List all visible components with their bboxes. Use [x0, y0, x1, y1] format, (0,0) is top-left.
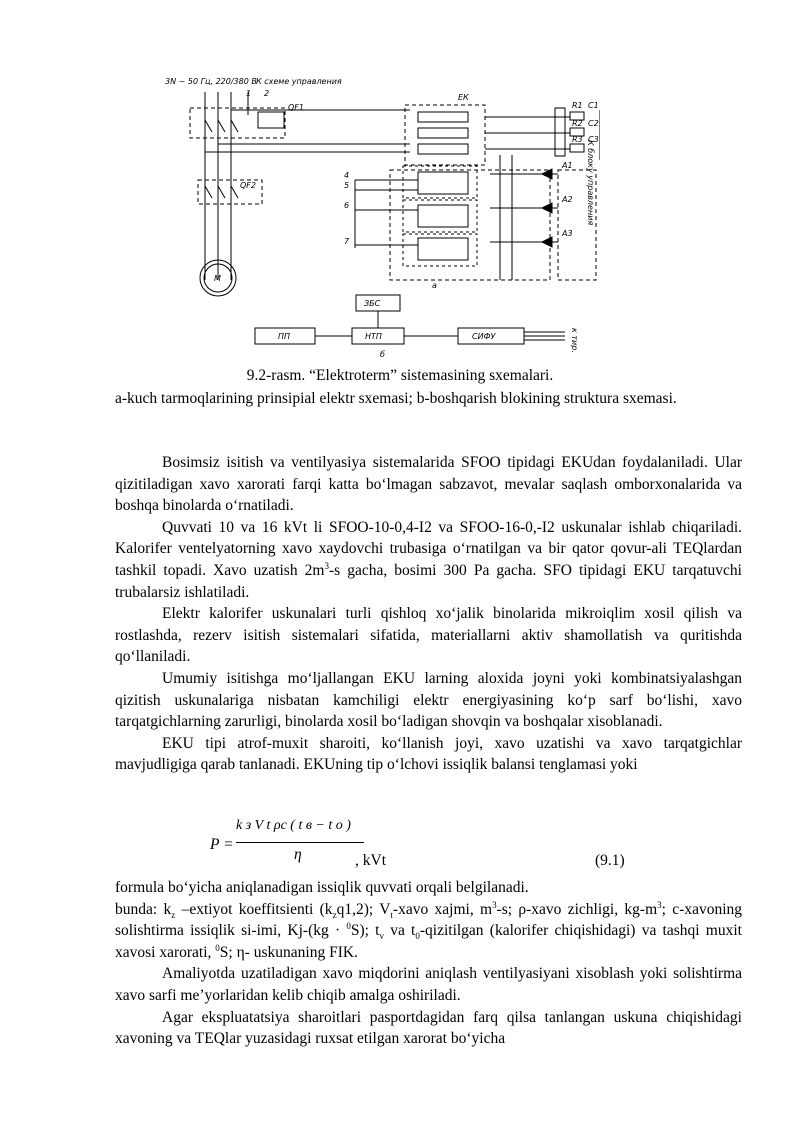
paragraph-2-part-a: Quvvati 10 va 16 kVt li SFOO-10-0,4-I2 va SFOO-16-0,-I2 uskunalar ishlab chiqariladi. Kalorifer ventelyatorning xavo xaydovchi trubasiga o‘rnatilgan va bir qator qovur-ali TEQlardan tashkil topadi. Xavo uzatish 2m — [115, 518, 742, 579]
p7-h-sub: 0 — [415, 931, 420, 942]
label-a2: A2 — [562, 195, 573, 204]
p7-g-sub: v — [379, 931, 384, 942]
paragraph-9: Agar ekspluatatsiya sharoitlari pasportdagidan farq qilsa tanlangan uskuna chiqishidagi xavoning va TEQlar yuzasidagi ruxsat etilgan xarorat bo‘yicha — [115, 1008, 742, 1048]
paragraph-4: Umumiy isitishga mo‘ljallangan EKU larning aloxida joyni yoki kombinatsiyalashgan qizitish uskunalariga nisbatan kamchiligi elektr energiyasining ko‘p sarf bo‘lishi, xavo tarqatgichlarning zarurligi, binolarda xosil bo‘ladigan shovqin va boshqalar xisoblanadi. — [115, 669, 742, 731]
label-n7: 7 — [344, 237, 350, 246]
label-r3: R3 — [572, 135, 583, 144]
body-text — [115, 452, 742, 776]
paragraph-5: EKU tipi atrof-muxit sharoiti, ko‘llanish joyi, xavo uzatishi va xavo tarqatgichlar mavjudligiga qarab tanlanadi. EKUning tip o‘lchovi issiqlik balansi tenglamasi yoki — [115, 734, 742, 774]
p7-j: S; η- uskunaning FIK. — [219, 943, 358, 961]
label-c1: C1 — [588, 101, 599, 110]
label-ntp: НТП — [365, 332, 382, 341]
equation-denominator: η — [294, 846, 302, 863]
label-zbs: ЗБС — [364, 299, 381, 308]
label-out: к тир. — [570, 328, 579, 353]
equation-unit: , kVt — [355, 852, 386, 869]
p7-d: -xavo xajmi, m — [392, 900, 493, 918]
equation-numerator: k з V t ρc ( t в − t о ) — [236, 818, 351, 833]
label-pp: ПП — [278, 332, 291, 341]
p7-h: va t — [383, 922, 416, 940]
equation-number: (9.1) — [595, 852, 625, 869]
paragraph-2-sup: 3 — [324, 560, 329, 571]
paragraph-2 — [115, 517, 742, 603]
p7-a: bunda: k — [115, 900, 172, 918]
paragraph-1: Bosimsiz isitish va ventilyasiya sistemalarida SFOO tipidagi EKUdan foydalaniladi. Ular qizitiladigan xavo xarorati farqi katta bo‘lmagan sabzavot, mevalar saqlash omborxonalarida va boshqa binolarda o‘rnatiladi. — [115, 454, 742, 515]
p7-i: -qizitilgan (kalorifer chiqishidagi) va tashqi muxit xavosi xarorati, — [115, 922, 742, 961]
label-n6: 6 — [344, 201, 350, 210]
equation-9-1 — [210, 818, 630, 870]
label-ek: ЕК — [458, 93, 469, 102]
label-motor: М — [214, 274, 221, 283]
label-r2: R2 — [572, 119, 583, 128]
paragraph-3: Elektr kalorifer uskunalari turli qishloq xo‘jalik binolarida mikroiqlim xosil qilish va rostlashda, rezerv isitish sistemalari sifatida, materiallarni aktiv shamollatish va quritishda qo‘llaniladi. — [115, 605, 742, 666]
label-qf1: QF1 — [288, 103, 304, 112]
fraction-bar — [236, 842, 364, 843]
p7-e-sup: 3 — [657, 899, 662, 910]
figure-caption: 9.2-rasm. “Elektroterm” sistemasining sxemalari. — [246, 367, 554, 384]
label-a-mark: а — [432, 281, 437, 290]
label-n2: 2 — [264, 89, 270, 98]
p7-d-sup: 3 — [492, 899, 497, 910]
paragraph-8: Amaliyotda uzatiladigan xavo miqdorini aniqlash ventilyasiyani xisoblash yoki solishtirma xavo sarfi me’yorlaridan kelib chiqib amalga oshiriladi. — [115, 965, 742, 1004]
p7-e: -s; ρ-xavo zichligi, kg-m — [496, 900, 658, 918]
label-c3: C3 — [588, 135, 599, 144]
label-n5: 5 — [344, 181, 350, 190]
label-supply: 3N ~ 50 Гц, 220/380 В — [165, 77, 257, 86]
label-qf2: QF2 — [240, 181, 256, 190]
label-sifu: СИФУ — [472, 332, 496, 341]
label-n1: 1 — [246, 89, 252, 98]
p7-i-sup: 0 — [215, 942, 220, 953]
label-control-circuit: К схеме управления — [256, 77, 342, 86]
label-r1: R1 — [572, 101, 583, 110]
paragraph-2-part-b: -s gacha, bosimi 300 Pa gacha. SFO tipidagi EKU tarqatuvchi trubalarsiz ishlatiladi. — [115, 561, 742, 601]
p7-f: ; c-xavoning solishtirma issiqlik si-imi, Kj-(kg · — [115, 900, 743, 940]
p7-c: q1,2); V — [336, 900, 391, 918]
label-side: К блоку управления — [586, 140, 595, 226]
circuit-diagram — [160, 70, 600, 360]
p7-g: S); t — [350, 922, 380, 940]
label-a1: A1 — [562, 161, 573, 170]
p7-a-sub: z — [171, 909, 176, 920]
p7-b-sub: z — [332, 909, 337, 920]
circuit-figure — [160, 70, 600, 360]
label-a3: A3 — [562, 229, 573, 238]
label-c2: C2 — [588, 119, 599, 128]
label-b-mark: б — [380, 350, 385, 359]
figure-caption-sub: a-kuch tarmoqlarining prinsipial elektr sxemasi; b-boshqarish blokining struktura sxemasi. — [115, 390, 677, 407]
equation-lhs: P = — [210, 836, 234, 853]
paragraph-7 — [115, 899, 742, 964]
paragraph-6: formula bo‘yicha aniqlanadigan issiqlik quvvati orqali belgilanadi. — [115, 879, 529, 896]
p7-c-sub: t — [390, 909, 393, 920]
p7-b: –extiyot koeffitsienti (k — [175, 900, 333, 918]
body-text-2 — [115, 877, 742, 1050]
label-n4: 4 — [344, 171, 350, 180]
p7-f-sup: 0 — [346, 921, 351, 932]
